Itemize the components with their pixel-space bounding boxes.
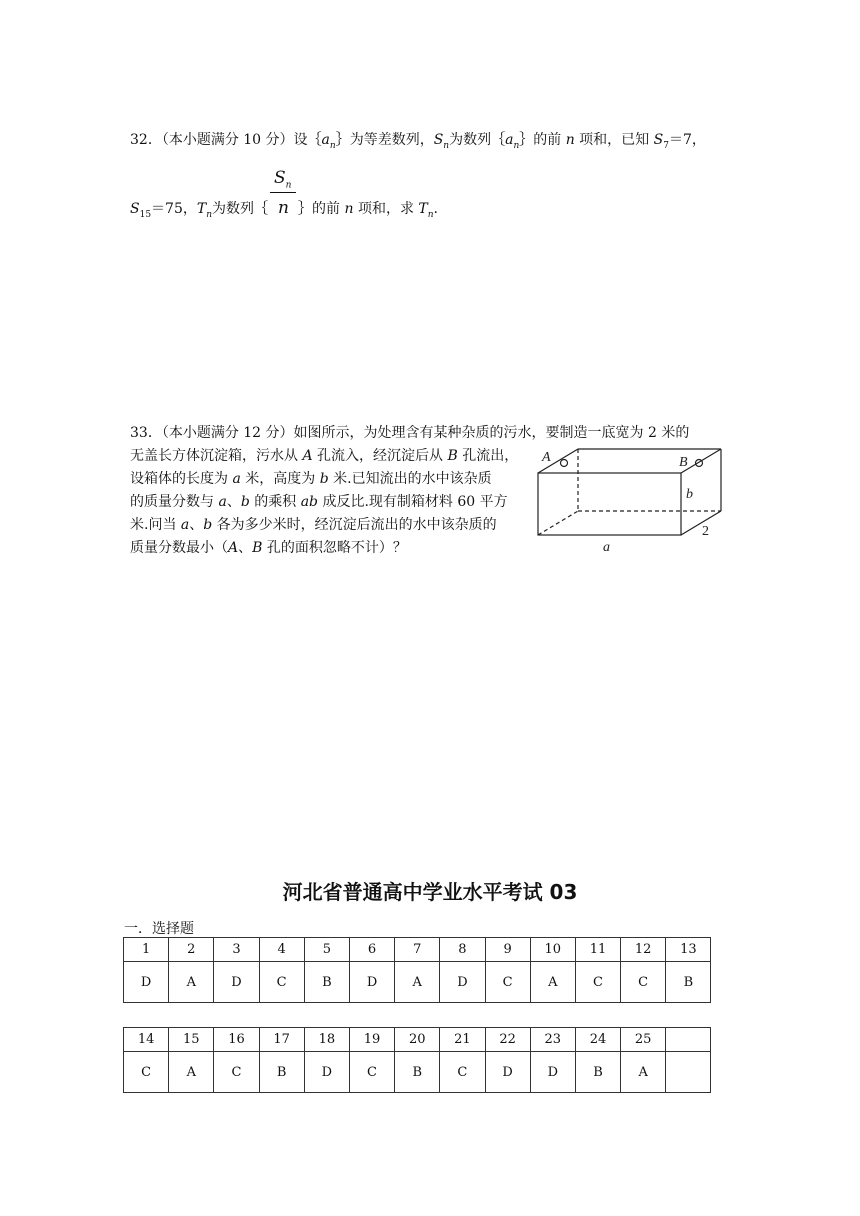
answer-table-1: [123, 937, 711, 1003]
answer-cell: B: [395, 1052, 440, 1093]
question-number-cell: 23: [530, 1028, 575, 1052]
problem-32-line-2: $S_{15}=75$，$T_n$为数列｛ $\frac{S_n}{n}$ ｝的前 n 项和，求 $T_n$.: [130, 186, 438, 232]
section-label: 一．选择题: [124, 921, 194, 937]
answer-cell: C: [485, 962, 530, 1003]
problem-33-line-1: 33．（本小题满分 12 分）如图所示，为处理含有某种杂质的污水，要制造一底宽为 2 米的: [130, 425, 690, 441]
question-number-cell: 18: [304, 1028, 349, 1052]
answer-cell: C: [440, 1052, 485, 1093]
answer-cell: C: [259, 962, 304, 1003]
answer-cell: B: [259, 1052, 304, 1093]
answer-cell: B: [575, 1052, 620, 1093]
answer-cell: A: [169, 962, 214, 1003]
question-number-cell: 15: [169, 1028, 214, 1052]
answer-cell: D: [214, 962, 259, 1003]
answer-cell: D: [485, 1052, 530, 1093]
question-number-cell: 8: [440, 938, 485, 962]
question-number-cell: 21: [440, 1028, 485, 1052]
answer-cell: C: [349, 1052, 394, 1093]
answer-cell: D: [124, 962, 169, 1003]
question-number-cell: 14: [124, 1028, 169, 1052]
question-number-cell: 13: [666, 938, 711, 962]
question-number-cell: [666, 1028, 711, 1052]
hole-a-icon: [561, 460, 568, 467]
question-number-cell: 25: [621, 1028, 666, 1052]
question-number-cell: 10: [530, 938, 575, 962]
label-2: 2: [702, 524, 709, 539]
answer-cell: A: [169, 1052, 214, 1093]
question-number-cell: 7: [395, 938, 440, 962]
question-number-cell: 12: [621, 938, 666, 962]
answer-title: 河北省普通高中学业水平考试 03: [282, 880, 578, 904]
answer-cell: D: [530, 1052, 575, 1093]
answer-cell: A: [395, 962, 440, 1003]
question-number-cell: 2: [169, 938, 214, 962]
question-number-cell: 5: [304, 938, 349, 962]
problem-33-body: 无盖长方体沉淀箱，污水从 A 孔流入，经沉淀后从 B 孔流出， 设箱体的长度为 a 米，高度为 b 米.已知流出的水中该杂质 的质量分数与 a、b 的乘积 ab 成反比.现有制箱材料 60 平方 米.问当 a、b 各为多少米时，经沉淀后流出的水中该杂质的 质量分数最小（A、B 孔的面积忽略不计）？: [130, 448, 519, 556]
question-number-cell: 4: [259, 938, 304, 962]
label-B: B: [679, 455, 688, 470]
answer-cell: C: [214, 1052, 259, 1093]
label-A: A: [542, 450, 551, 465]
answer-cell: D: [349, 962, 394, 1003]
answer-cell: C: [124, 1052, 169, 1093]
question-number-cell: 24: [575, 1028, 620, 1052]
label-b: b: [686, 487, 693, 502]
answer-cell: [666, 1052, 711, 1093]
question-number-cell: 3: [214, 938, 259, 962]
answer-table-2: [123, 1027, 711, 1093]
label-a: a: [603, 540, 610, 555]
question-number-cell: 20: [395, 1028, 440, 1052]
question-number-cell: 16: [214, 1028, 259, 1052]
question-number-cell: 17: [259, 1028, 304, 1052]
answer-cell: D: [304, 1052, 349, 1093]
question-number-cell: 6: [349, 938, 394, 962]
answer-cell: D: [440, 962, 485, 1003]
problem-32-line-1: 32．（本小题满分 10 分）设$\{a_n\}$为等差数列，$S_n$为数列$\{a_n\}$的前 n 项和，已知 $S_7=7$，: [130, 132, 706, 151]
box-front-face: [538, 473, 681, 535]
question-number-cell: 1: [124, 938, 169, 962]
answer-cell: C: [575, 962, 620, 1003]
answer-cell: A: [621, 1052, 666, 1093]
settling-tank-figure: [533, 445, 738, 555]
question-number-cell: 19: [349, 1028, 394, 1052]
question-number-cell: 11: [575, 938, 620, 962]
answer-cell: B: [304, 962, 349, 1003]
fraction-sn-over-n: $\frac{S_n}{n}$: [270, 186, 296, 232]
answer-cell: B: [666, 962, 711, 1003]
question-number-cell: 22: [485, 1028, 530, 1052]
answer-cell: A: [530, 962, 575, 1003]
answer-cell: C: [621, 962, 666, 1003]
question-number-cell: 9: [485, 938, 530, 962]
